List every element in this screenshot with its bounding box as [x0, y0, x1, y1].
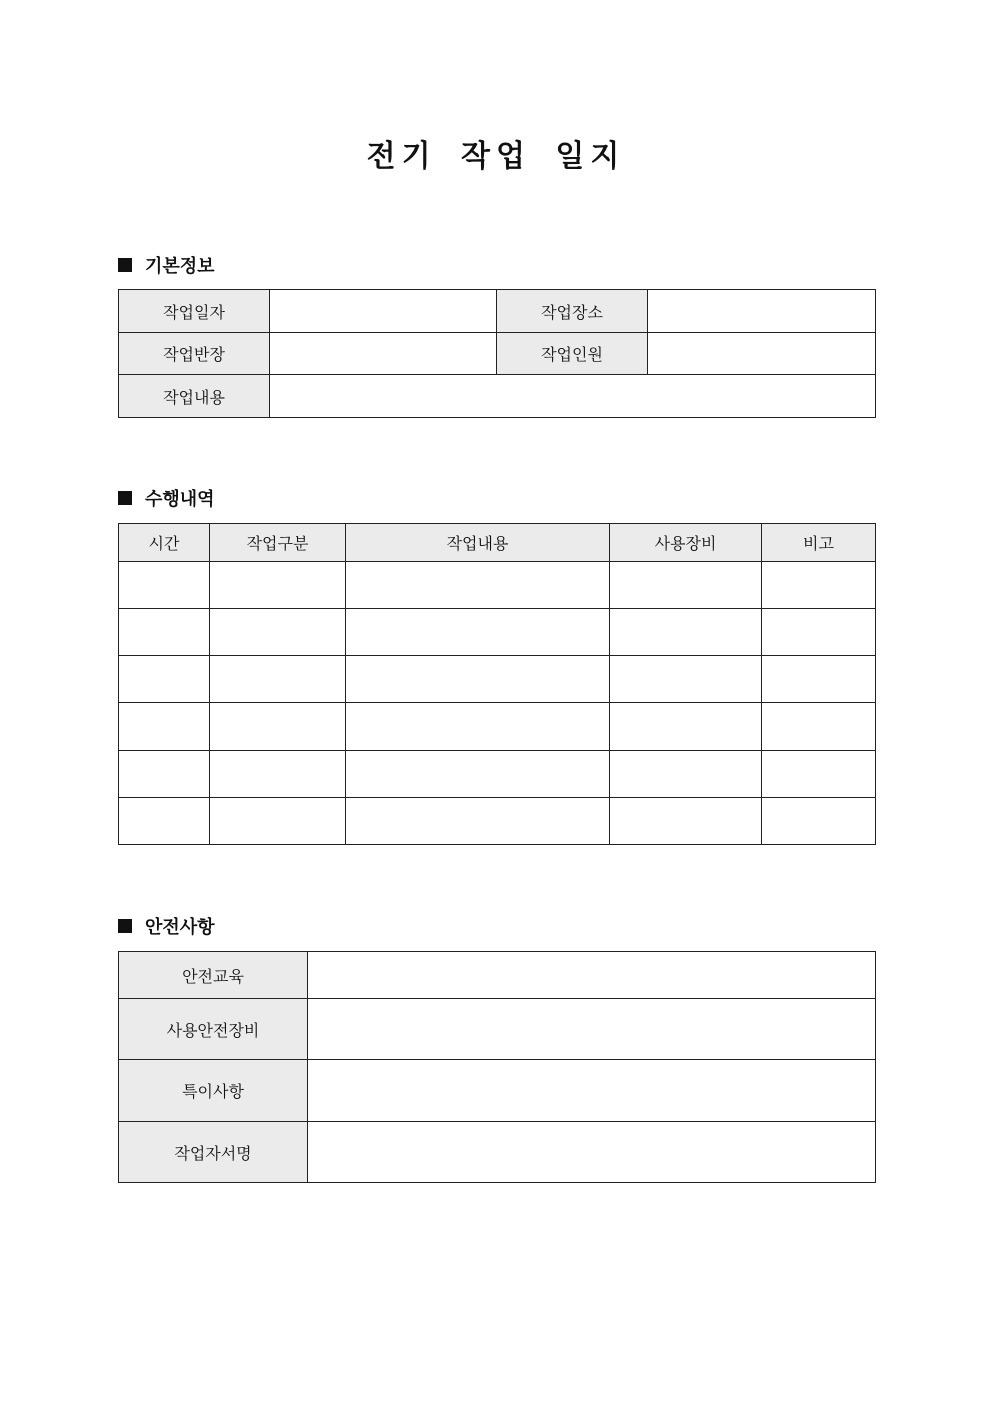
safety-education-field[interactable] [308, 952, 876, 999]
team-leader-label: 작업반장 [119, 333, 270, 375]
column-header-equipment: 사용장비 [610, 524, 762, 562]
work-content-label: 작업내용 [119, 375, 270, 418]
safety-table [118, 951, 876, 1183]
page-title: 전기 작업 일지 [366, 139, 626, 174]
equipment-cell[interactable] [610, 703, 762, 751]
table-row [119, 290, 876, 333]
safety-equipment-label: 사용안전장비 [119, 999, 308, 1060]
work-type-cell[interactable] [210, 656, 346, 703]
column-header-work-type: 작업구분 [210, 524, 346, 562]
work-content-cell[interactable] [346, 703, 610, 751]
work-content-cell[interactable] [346, 562, 610, 609]
table-row [119, 703, 876, 751]
table-row [119, 999, 876, 1060]
remarks-cell[interactable] [762, 656, 876, 703]
work-type-cell[interactable] [210, 751, 346, 798]
section-heading-safety [118, 912, 215, 940]
work-place-label: 작업장소 [497, 290, 648, 333]
work-date-field[interactable] [270, 290, 497, 333]
work-content-cell[interactable] [346, 609, 610, 656]
column-header-time: 시간 [119, 524, 210, 562]
work-type-cell[interactable] [210, 798, 346, 845]
remarks-cell[interactable] [762, 562, 876, 609]
work-type-cell[interactable] [210, 703, 346, 751]
team-leader-field[interactable] [270, 333, 497, 375]
column-header-remarks: 비고 [762, 524, 876, 562]
table-row [119, 656, 876, 703]
worker-signature-field[interactable] [308, 1122, 876, 1183]
table-header-row [119, 524, 876, 562]
section-heading-label: 기본정보 [145, 256, 215, 277]
equipment-cell[interactable] [610, 798, 762, 845]
table-row [119, 562, 876, 609]
table-row [119, 1122, 876, 1183]
section-heading-label: 수행내역 [145, 489, 215, 510]
special-notes-field[interactable] [308, 1060, 876, 1122]
section-heading-label: 안전사항 [145, 917, 215, 938]
worker-signature-label: 작업자서명 [119, 1122, 308, 1183]
time-cell[interactable] [119, 751, 210, 798]
remarks-cell[interactable] [762, 609, 876, 656]
time-cell[interactable] [119, 656, 210, 703]
time-cell[interactable] [119, 609, 210, 656]
remarks-cell[interactable] [762, 703, 876, 751]
table-row [119, 375, 876, 418]
work-type-cell[interactable] [210, 609, 346, 656]
table-row [119, 751, 876, 798]
special-notes-label: 특이사항 [119, 1060, 308, 1122]
table-row [119, 609, 876, 656]
work-type-cell[interactable] [210, 562, 346, 609]
table-row [119, 798, 876, 845]
equipment-cell[interactable] [610, 562, 762, 609]
work-content-cell[interactable] [346, 656, 610, 703]
equipment-cell[interactable] [610, 751, 762, 798]
equipment-cell[interactable] [610, 609, 762, 656]
remarks-cell[interactable] [762, 798, 876, 845]
safety-equipment-field[interactable] [308, 999, 876, 1060]
workers-label: 작업인원 [497, 333, 648, 375]
square-bullet-icon [118, 491, 132, 505]
safety-education-label: 안전교육 [119, 952, 308, 999]
table-row [119, 333, 876, 375]
square-bullet-icon [118, 919, 132, 933]
time-cell[interactable] [119, 562, 210, 609]
work-date-label: 작업일자 [119, 290, 270, 333]
work-content-cell[interactable] [346, 798, 610, 845]
equipment-cell[interactable] [610, 656, 762, 703]
work-content-field[interactable] [270, 375, 876, 418]
table-row [119, 952, 876, 999]
table-row [119, 1060, 876, 1122]
time-cell[interactable] [119, 703, 210, 751]
work-content-cell[interactable] [346, 751, 610, 798]
time-cell[interactable] [119, 798, 210, 845]
remarks-cell[interactable] [762, 751, 876, 798]
section-heading-performance [118, 484, 215, 512]
section-heading-basic-info [118, 251, 215, 279]
column-header-work-content: 작업내용 [346, 524, 610, 562]
work-place-field[interactable] [648, 290, 876, 333]
performance-table [118, 523, 876, 845]
square-bullet-icon [118, 258, 132, 272]
basic-info-table [118, 289, 876, 418]
workers-field[interactable] [648, 333, 876, 375]
